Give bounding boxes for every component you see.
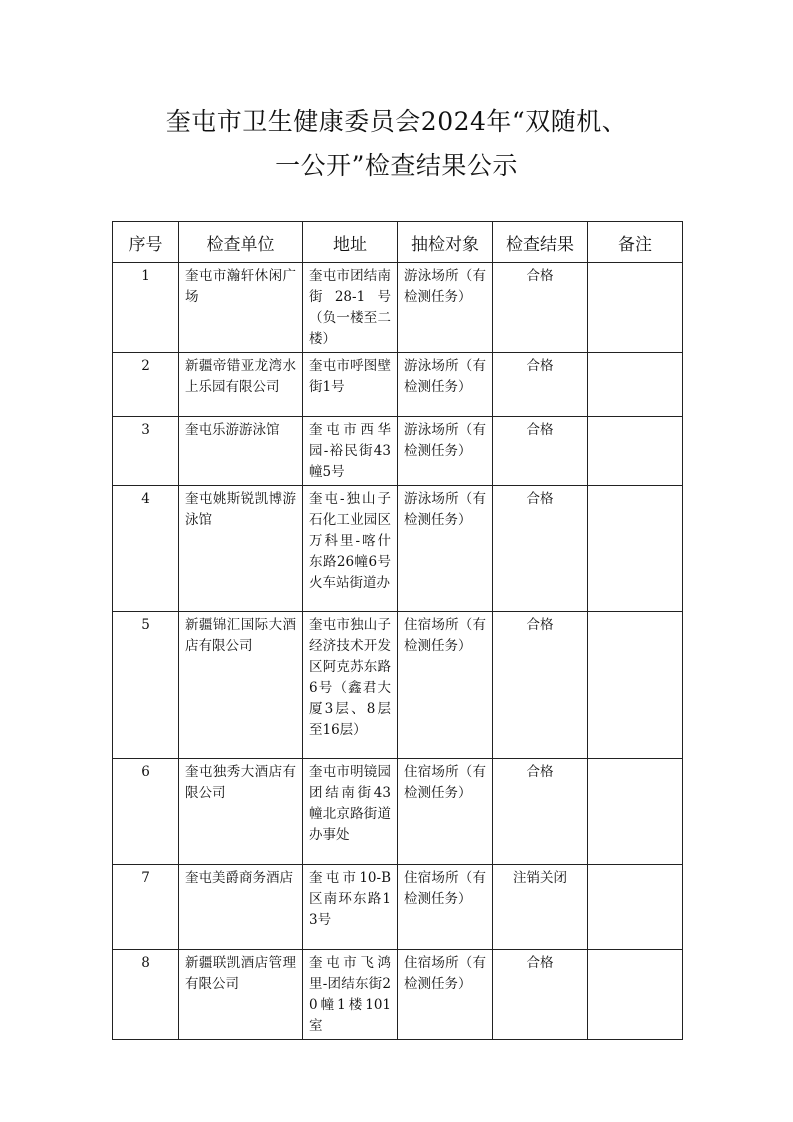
table-row: [113, 486, 683, 612]
cell-inspected-unit: 新疆帝错亚龙湾水上乐园有限公司: [179, 353, 303, 417]
cell-inspection-object: 住宿场所（有检测任务）: [398, 759, 493, 865]
cell-address: 奎屯市独山子经济技术开发区阿克苏东路6号（鑫君大厦3层、8层至16层）: [303, 612, 398, 759]
cell-address: 奎屯市呼图壁街1号: [303, 353, 398, 417]
table-header-row: [113, 222, 683, 263]
cell-inspected-unit: 奎屯市瀚轩休闲广场: [179, 263, 303, 353]
cell-remarks: [588, 612, 683, 759]
cell-serial-number: 2: [113, 353, 179, 417]
table-row: [113, 612, 683, 759]
cell-address: 奎屯市10-B区南环东路13号: [303, 865, 398, 950]
cell-inspection-result: 合格: [493, 759, 588, 865]
cell-inspection-object: 住宿场所（有检测任务）: [398, 865, 493, 950]
cell-inspected-unit: 新疆联凯酒店管理有限公司: [179, 950, 303, 1040]
cell-address: 奎屯市团结南街28-1号（负一楼至二楼）: [303, 263, 398, 353]
cell-inspected-unit: 新疆锦汇国际大酒店有限公司: [179, 612, 303, 759]
header-serial-number: 序号: [113, 222, 179, 263]
header-inspection-result: 检查结果: [493, 222, 588, 263]
table-row: [113, 950, 683, 1040]
cell-address: 奎屯-独山子石化工业园区万科里-喀什东路26幢6号火车站街道办: [303, 486, 398, 612]
cell-inspection-object: 游泳场所（有检测任务）: [398, 263, 493, 353]
cell-serial-number: 4: [113, 486, 179, 612]
header-inspected-unit: 检查单位: [179, 222, 303, 263]
cell-inspection-object: 游泳场所（有检测任务）: [398, 486, 493, 612]
document-title: [0, 100, 793, 188]
cell-serial-number: 8: [113, 950, 179, 1040]
cell-address: 奎屯市飞鸿里-团结东街20幢1楼101室: [303, 950, 398, 1040]
cell-inspection-result: 合格: [493, 950, 588, 1040]
cell-serial-number: 3: [113, 417, 179, 486]
header-address: 地址: [303, 222, 398, 263]
cell-inspection-result: 注销关闭: [493, 865, 588, 950]
cell-inspected-unit: 奎屯美爵商务酒店: [179, 865, 303, 950]
cell-inspection-object: 游泳场所（有检测任务）: [398, 417, 493, 486]
cell-serial-number: 7: [113, 865, 179, 950]
cell-remarks: [588, 950, 683, 1040]
table-row: [113, 759, 683, 865]
table-row: [113, 353, 683, 417]
table-row: [113, 263, 683, 353]
cell-inspection-result: 合格: [493, 417, 588, 486]
title-line-1: 奎屯市卫生健康委员会2024年“双随机、: [165, 107, 628, 136]
cell-inspection-result: 合格: [493, 612, 588, 759]
cell-remarks: [588, 417, 683, 486]
title-line-2: 一公开”检查结果公示: [275, 151, 518, 180]
table-row: [113, 417, 683, 486]
table-row: [113, 865, 683, 950]
cell-serial-number: 5: [113, 612, 179, 759]
cell-serial-number: 6: [113, 759, 179, 865]
cell-inspection-result: 合格: [493, 353, 588, 417]
cell-inspection-object: 游泳场所（有检测任务）: [398, 353, 493, 417]
cell-inspection-result: 合格: [493, 486, 588, 612]
cell-inspection-object: 住宿场所（有检测任务）: [398, 612, 493, 759]
cell-inspected-unit: 奎屯姚斯锐凯博游泳馆: [179, 486, 303, 612]
cell-remarks: [588, 759, 683, 865]
inspection-results-table: [112, 221, 683, 1040]
cell-serial-number: 1: [113, 263, 179, 353]
cell-remarks: [588, 263, 683, 353]
header-remarks: 备注: [588, 222, 683, 263]
cell-inspection-object: 住宿场所（有检测任务）: [398, 950, 493, 1040]
cell-remarks: [588, 353, 683, 417]
cell-remarks: [588, 865, 683, 950]
cell-inspected-unit: 奎屯独秀大酒店有限公司: [179, 759, 303, 865]
cell-inspected-unit: 奎屯乐游游泳馆: [179, 417, 303, 486]
cell-remarks: [588, 486, 683, 612]
cell-address: 奎屯市明镜园团结南街43幢北京路街道办事处: [303, 759, 398, 865]
cell-inspection-result: 合格: [493, 263, 588, 353]
cell-address: 奎屯市西华园-裕民街43幢5号: [303, 417, 398, 486]
header-inspection-object: 抽检对象: [398, 222, 493, 263]
